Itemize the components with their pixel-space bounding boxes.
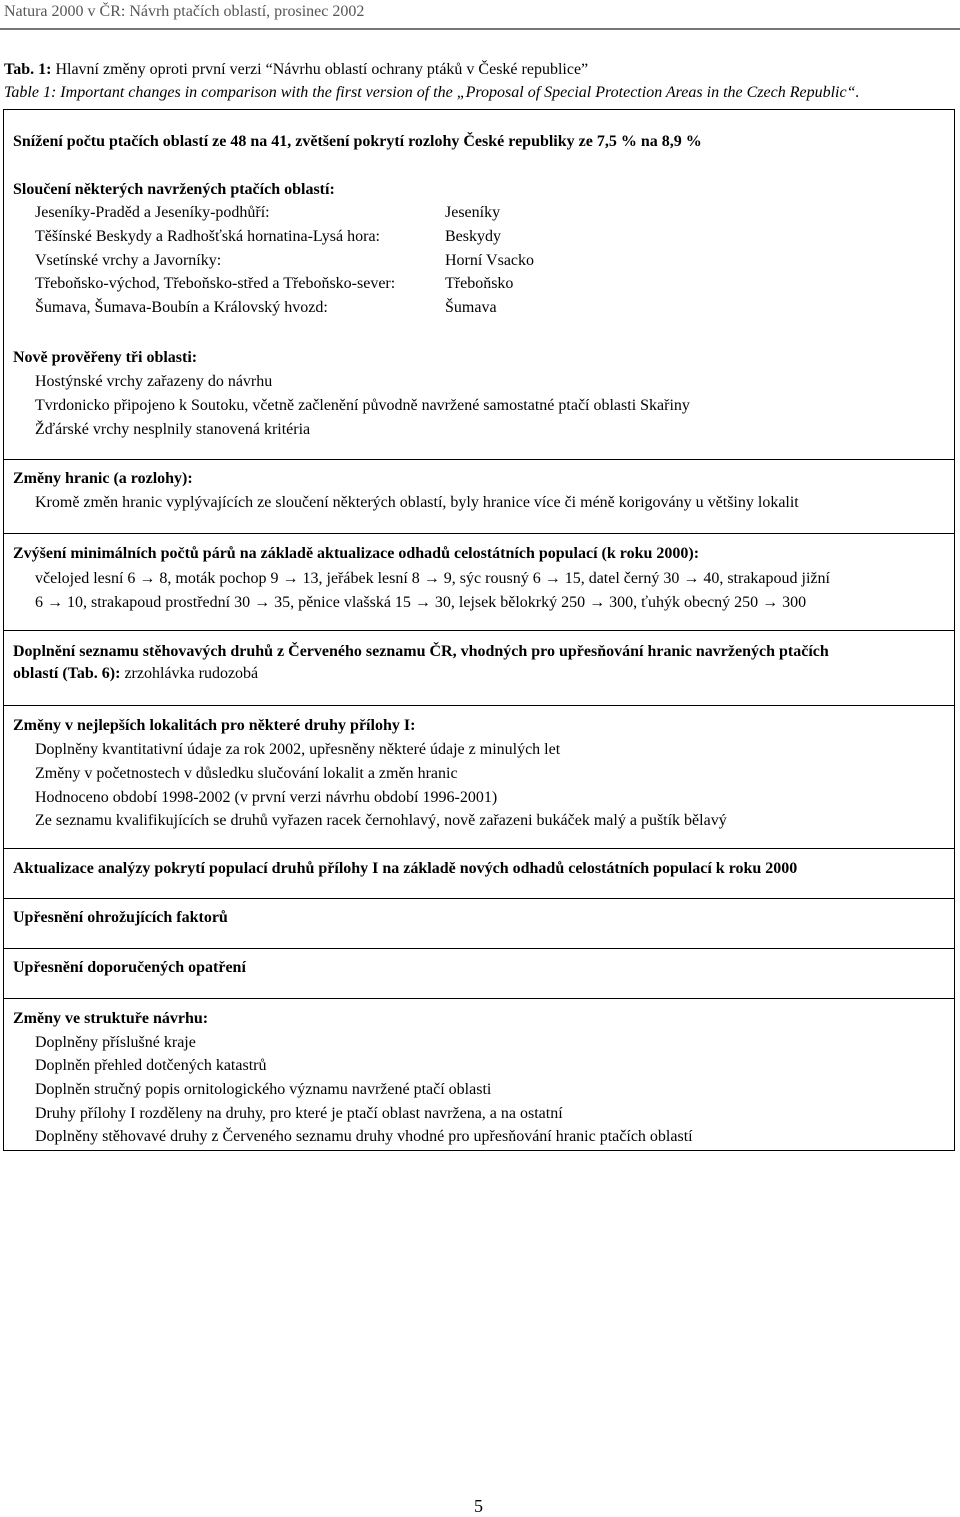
row-merging bbox=[4, 159, 954, 339]
merge-to: Šumava bbox=[445, 299, 497, 316]
structure-item: Druhy přílohy I rozděleny na druhy, pro které je ptačí oblast navržena, a na ostatní bbox=[35, 1105, 563, 1122]
measures-heading: Upřesnění doporučených opatření bbox=[13, 959, 246, 976]
structure-item: Doplněny příslušné kraje bbox=[35, 1034, 196, 1051]
pairs-increase-heading: Zvýšení minimálních počtů párů na základě aktualizace odhadů celostátních populací (k roku 2000): bbox=[13, 545, 700, 562]
merge-to: Beskydy bbox=[445, 228, 501, 245]
reviewed-item: Tvrdonicko připojeno k Soutoku, včetně začlenění původně navržené samostatné ptačí oblasti Skařiny bbox=[35, 397, 690, 414]
changes-table bbox=[3, 109, 955, 1151]
merging-heading: Sloučení některých navržených ptačích oblastí: bbox=[13, 181, 335, 198]
best-sites-item: Doplněny kvantitativní údaje za rok 2002, upřesněny některé údaje z minulých let bbox=[35, 741, 561, 758]
reviewed-heading: Nově prověřeny tři oblasti: bbox=[13, 349, 198, 366]
structure-item: Doplněn stručný popis ornitologického významu navržené ptačí oblasti bbox=[35, 1081, 492, 1098]
merge-from: Vsetínské vrchy a Javorníky: bbox=[35, 252, 222, 269]
row-structure bbox=[4, 998, 954, 1151]
header-rule bbox=[0, 28, 960, 30]
migratory-heading-line1: Doplnění seznamu stěhovavých druhů z Červeného seznamu ČR, vhodných pro upřesňování hranic navržených ptačích bbox=[13, 643, 829, 660]
best-sites-item: Ze seznamu kvalifikujících se druhů vyřazen racek černohlavý, nově zařazeni bukáček malý a puštík bělavý bbox=[35, 812, 727, 829]
structure-heading: Změny ve struktuře návrhu: bbox=[13, 1010, 209, 1027]
table-caption bbox=[4, 58, 860, 104]
caption-czech bbox=[4, 58, 860, 81]
merge-to: Jeseníky bbox=[445, 204, 501, 221]
reviewed-item: Hostýnské vrchy zařazeny do návrhu bbox=[35, 373, 273, 390]
migratory-heading-line2 bbox=[13, 663, 258, 685]
row-threats bbox=[4, 898, 954, 948]
page-number: 5 bbox=[474, 1496, 483, 1516]
coverage-heading: Aktualizace analýzy pokrytí populací druhů přílohy I na základě nových odhadů celostátních populací k roku 2000 bbox=[13, 860, 798, 877]
best-sites-heading: Změny v nejlepších lokalitách pro některé druhy přílohy I: bbox=[13, 717, 416, 734]
row-measures bbox=[4, 948, 954, 998]
best-sites-item: Změny v početnostech v důsledku slučování lokalit a změn hranic bbox=[35, 765, 458, 782]
pairs-increase-line: 6 → 10, strakapoud prostřední 30 → 35, pěnice vlašská 15 → 30, lejsek bělokrký 250 → 300, ťuhýk obecný 250 → 300 bbox=[35, 594, 807, 611]
caption-english: Table 1: Important changes in comparison with the first version of the „Proposal of Special Protection Areas in the Czech Republic“. bbox=[4, 84, 860, 101]
reduction-heading: Snížení počtu ptačích oblastí ze 48 na 41, zvětšení pokrytí rozlohy České republiky ze 7,5 % na 8,9 % bbox=[13, 133, 702, 150]
boundaries-item: Kromě změn hranic vyplývajících ze sloučení některých oblastí, byly hranice více či méně korigovány u většiny lokalit bbox=[35, 494, 799, 511]
merge-to: Horní Vsacko bbox=[445, 252, 535, 269]
caption-czech-text: Hlavní změny oproti první verzi “Návrhu oblastí ochrany ptáků v České republice” bbox=[51, 61, 589, 78]
boundaries-heading: Změny hranic (a rozlohy): bbox=[13, 470, 193, 487]
row-best-sites bbox=[4, 705, 954, 848]
merge-to: Třeboňsko bbox=[445, 275, 514, 292]
caption-label: Tab. 1: bbox=[4, 61, 52, 78]
merge-from: Jeseníky-Praděd a Jeseníky-podhůří: bbox=[35, 204, 270, 221]
row-coverage bbox=[4, 848, 954, 898]
migratory-heading-label: oblastí (Tab. 6): bbox=[13, 665, 121, 682]
running-header: Natura 2000 v ČR: Návrh ptačích oblastí, prosinec 2002 bbox=[4, 3, 365, 20]
row-reviewed bbox=[4, 339, 954, 459]
threats-heading: Upřesnění ohrožujících faktorů bbox=[13, 909, 228, 926]
structure-item: Doplněn přehled dotčených katastrů bbox=[35, 1057, 267, 1074]
migratory-species: zrzohlávka rudozobá bbox=[120, 665, 259, 682]
merge-from: Třeboňsko-východ, Třeboňsko-střed a Třeboňsko-sever: bbox=[35, 275, 396, 292]
best-sites-item: Hodnoceno období 1998-2002 (v první verzi návrhu období 1996-2001) bbox=[35, 789, 498, 806]
reviewed-item: Žďárské vrchy nesplnily stanovená kritéria bbox=[35, 421, 311, 438]
row-reduction bbox=[4, 110, 954, 159]
pairs-increase-line: včelojed lesní 6 → 8, moták pochop 9 → 13, jeřábek lesní 8 → 9, sýc rousný 6 → 15, datel černý 30 → 40, strakapoud jižní bbox=[35, 570, 830, 587]
merge-from: Těšínské Beskydy a Radhošťská hornatina-Lysá hora: bbox=[35, 228, 380, 245]
row-pairs-increase bbox=[4, 533, 954, 630]
row-boundaries bbox=[4, 459, 954, 533]
row-migratory bbox=[4, 630, 954, 705]
merge-from: Šumava, Šumava-Boubín a Královský hvozd: bbox=[35, 299, 328, 316]
structure-item: Doplněny stěhovavé druhy z Červeného seznamu druhy vhodné pro upřesňování hranic ptačích oblastí bbox=[35, 1128, 693, 1145]
